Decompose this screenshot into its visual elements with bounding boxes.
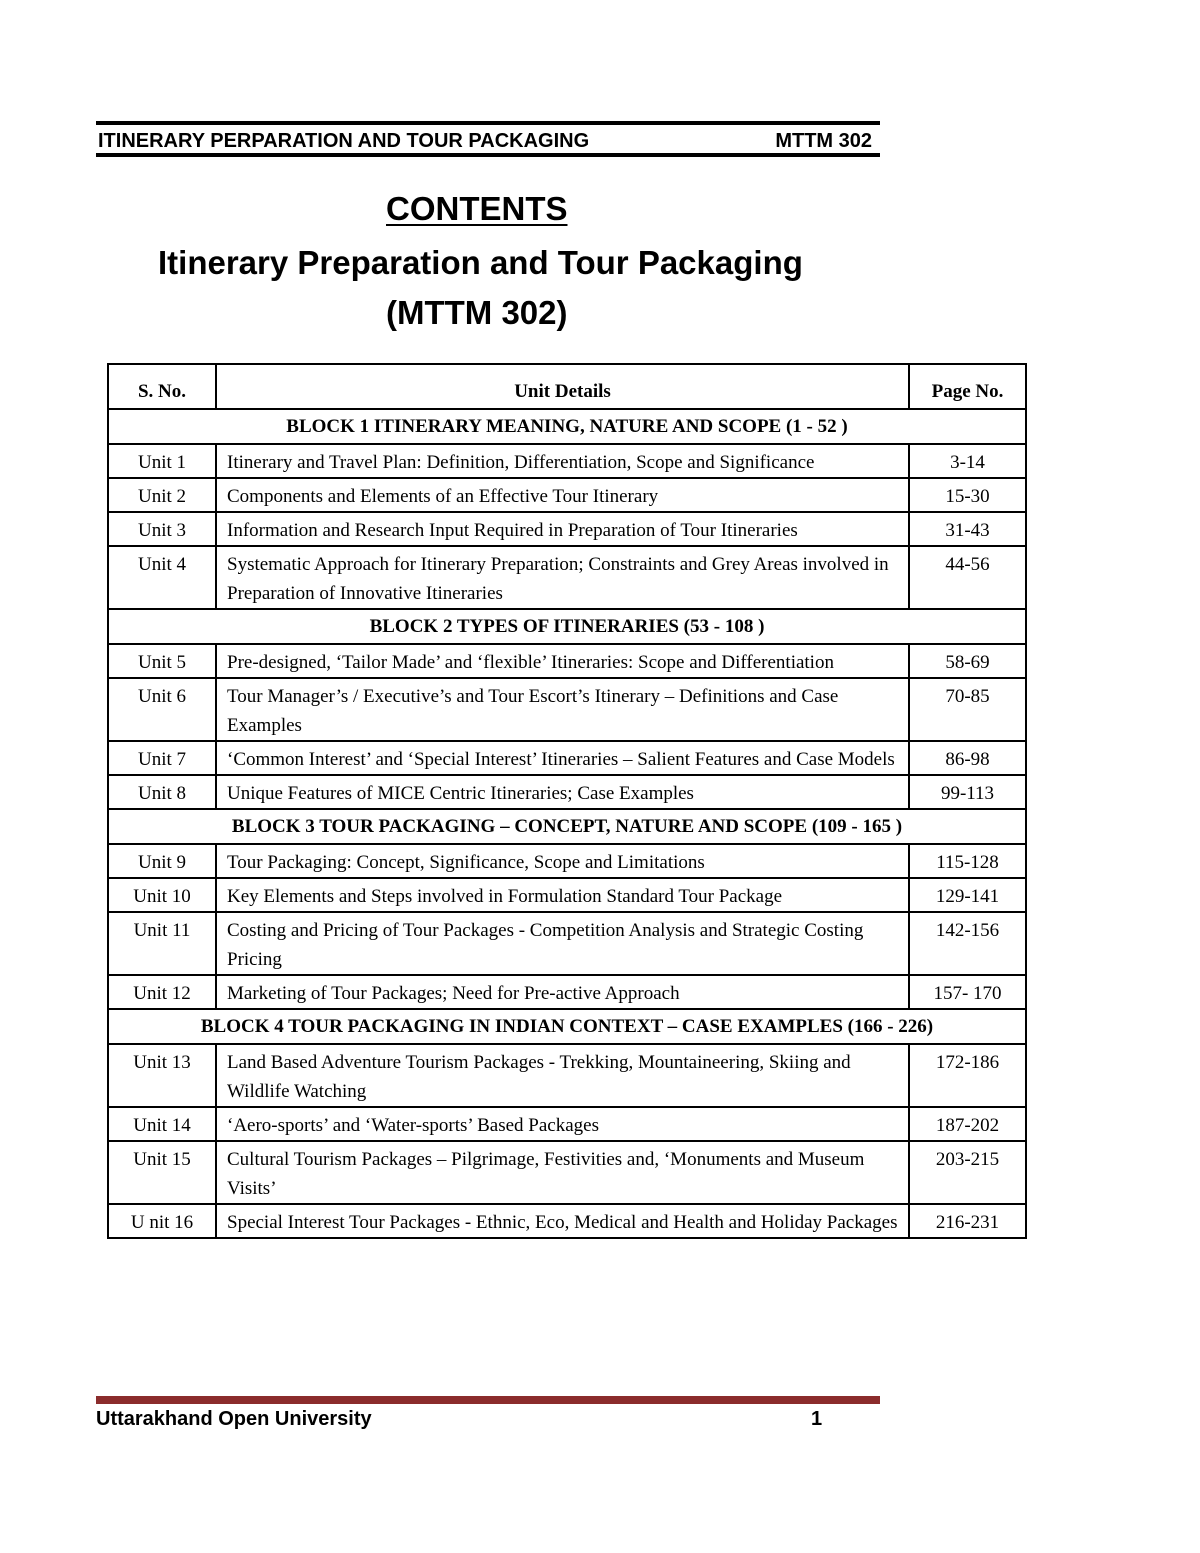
table-row bbox=[108, 912, 1026, 975]
header-sno: S. No. bbox=[108, 364, 216, 409]
course-title: ITINERARY PERPARATION AND TOUR PACKAGING bbox=[98, 130, 590, 152]
table-row bbox=[108, 741, 1026, 775]
unit-details: ‘Common Interest’ and ‘Special Interest’ Itineraries – Salient Features and Case Models bbox=[216, 741, 909, 775]
unit-number: Unit 11 bbox=[108, 912, 216, 975]
block-title: BLOCK 1 ITINERARY MEANING, NATURE AND SCOPE (1 - 52 ) bbox=[108, 409, 1026, 444]
unit-details: ‘Aero-sports’ and ‘Water-sports’ Based Packages bbox=[216, 1107, 909, 1141]
unit-number: Unit 3 bbox=[108, 512, 216, 546]
footer-bar bbox=[96, 1396, 880, 1404]
block-title: BLOCK 2 TYPES OF ITINERARIES (53 - 108 ) bbox=[108, 609, 1026, 644]
unit-page-range: 70-85 bbox=[909, 678, 1026, 741]
unit-number: Unit 2 bbox=[108, 478, 216, 512]
unit-page-range: 129-141 bbox=[909, 878, 1026, 912]
unit-page-range: 142-156 bbox=[909, 912, 1026, 975]
unit-page-range: 157- 170 bbox=[909, 975, 1026, 1009]
unit-details: Tour Manager’s / Executive’s and Tour Escort’s Itinerary – Definitions and Case Examples bbox=[216, 678, 909, 741]
table-row bbox=[108, 644, 1026, 678]
unit-page-range: 44-56 bbox=[909, 546, 1026, 609]
header-page: Page No. bbox=[909, 364, 1026, 409]
unit-page-range: 86-98 bbox=[909, 741, 1026, 775]
contents-heading: CONTENTS bbox=[386, 190, 568, 227]
unit-page-range: 99-113 bbox=[909, 775, 1026, 809]
unit-page-range: 3-14 bbox=[909, 444, 1026, 478]
table-body bbox=[108, 409, 1026, 1238]
unit-details: Key Elements and Steps involved in Formulation Standard Tour Package bbox=[216, 878, 909, 912]
course-code: MTTM 302 bbox=[775, 130, 872, 152]
table-row bbox=[108, 1141, 1026, 1204]
unit-number: Unit 10 bbox=[108, 878, 216, 912]
unit-details: Cultural Tourism Packages – Pilgrimage, Festivities and, ‘Monuments and Museum Visits’ bbox=[216, 1141, 909, 1204]
unit-details: Information and Research Input Required in Preparation of Tour Itineraries bbox=[216, 512, 909, 546]
unit-number: Unit 5 bbox=[108, 644, 216, 678]
unit-number: Unit 8 bbox=[108, 775, 216, 809]
unit-details: Systematic Approach for Itinerary Preparation; Constraints and Grey Areas involved in Preparation of Innovative Itineraries bbox=[216, 546, 909, 609]
table-row bbox=[108, 444, 1026, 478]
page-header bbox=[96, 121, 880, 157]
unit-number: Unit 1 bbox=[108, 444, 216, 478]
unit-number: Unit 12 bbox=[108, 975, 216, 1009]
unit-details: Tour Packaging: Concept, Significance, Scope and Limitations bbox=[216, 844, 909, 878]
unit-details: Components and Elements of an Effective Tour Itinerary bbox=[216, 478, 909, 512]
block-row bbox=[108, 409, 1026, 444]
unit-number: Unit 6 bbox=[108, 678, 216, 741]
table-row bbox=[108, 775, 1026, 809]
unit-number: Unit 15 bbox=[108, 1141, 216, 1204]
unit-details: Pre-designed, ‘Tailor Made’ and ‘flexible’ Itineraries: Scope and Differentiation bbox=[216, 644, 909, 678]
table-row bbox=[108, 678, 1026, 741]
unit-details: Special Interest Tour Packages - Ethnic, Eco, Medical and Health and Holiday Packages bbox=[216, 1204, 909, 1238]
table-row bbox=[108, 878, 1026, 912]
unit-details: Costing and Pricing of Tour Packages - Competition Analysis and Strategic Costing Pricing bbox=[216, 912, 909, 975]
block-row bbox=[108, 1009, 1026, 1044]
table-row bbox=[108, 512, 1026, 546]
page-number: 1 bbox=[811, 1408, 823, 1430]
table-row bbox=[108, 1107, 1026, 1141]
unit-details: Unique Features of MICE Centric Itineraries; Case Examples bbox=[216, 775, 909, 809]
header-details: Unit Details bbox=[216, 364, 909, 409]
unit-page-range: 172-186 bbox=[909, 1044, 1026, 1107]
unit-page-range: 58-69 bbox=[909, 644, 1026, 678]
unit-number: Unit 7 bbox=[108, 741, 216, 775]
table-row bbox=[108, 844, 1026, 878]
block-title: BLOCK 4 TOUR PACKAGING IN INDIAN CONTEXT – CASE EXAMPLES (166 - 226) bbox=[108, 1009, 1026, 1044]
unit-details: Land Based Adventure Tourism Packages - Trekking, Mountaineering, Skiing and Wildlife Watching bbox=[216, 1044, 909, 1107]
block-title: BLOCK 3 TOUR PACKAGING – CONCEPT, NATURE AND SCOPE (109 - 165 ) bbox=[108, 809, 1026, 844]
unit-number: Unit 13 bbox=[108, 1044, 216, 1107]
table-row bbox=[108, 478, 1026, 512]
unit-number: Unit 14 bbox=[108, 1107, 216, 1141]
document-subtitle: Itinerary Preparation and Tour Packaging bbox=[158, 244, 803, 281]
unit-page-range: 216-231 bbox=[909, 1204, 1026, 1238]
unit-page-range: 31-43 bbox=[909, 512, 1026, 546]
table-header-row bbox=[108, 364, 1026, 409]
block-row bbox=[108, 809, 1026, 844]
unit-page-range: 115-128 bbox=[909, 844, 1026, 878]
block-row bbox=[108, 609, 1026, 644]
unit-page-range: 187-202 bbox=[909, 1107, 1026, 1141]
unit-page-range: 15-30 bbox=[909, 478, 1026, 512]
unit-number: Unit 4 bbox=[108, 546, 216, 609]
table-row bbox=[108, 1204, 1026, 1238]
unit-number: Unit 9 bbox=[108, 844, 216, 878]
document-code: (MTTM 302) bbox=[386, 294, 568, 331]
table-row bbox=[108, 1044, 1026, 1107]
unit-number: U nit 16 bbox=[108, 1204, 216, 1238]
university-name: Uttarakhand Open University bbox=[96, 1408, 372, 1430]
unit-details: Itinerary and Travel Plan: Definition, Differentiation, Scope and Significance bbox=[216, 444, 909, 478]
unit-details: Marketing of Tour Packages; Need for Pre-active Approach bbox=[216, 975, 909, 1009]
table-row bbox=[108, 975, 1026, 1009]
unit-page-range: 203-215 bbox=[909, 1141, 1026, 1204]
table-row bbox=[108, 546, 1026, 609]
contents-table bbox=[107, 363, 1027, 1239]
